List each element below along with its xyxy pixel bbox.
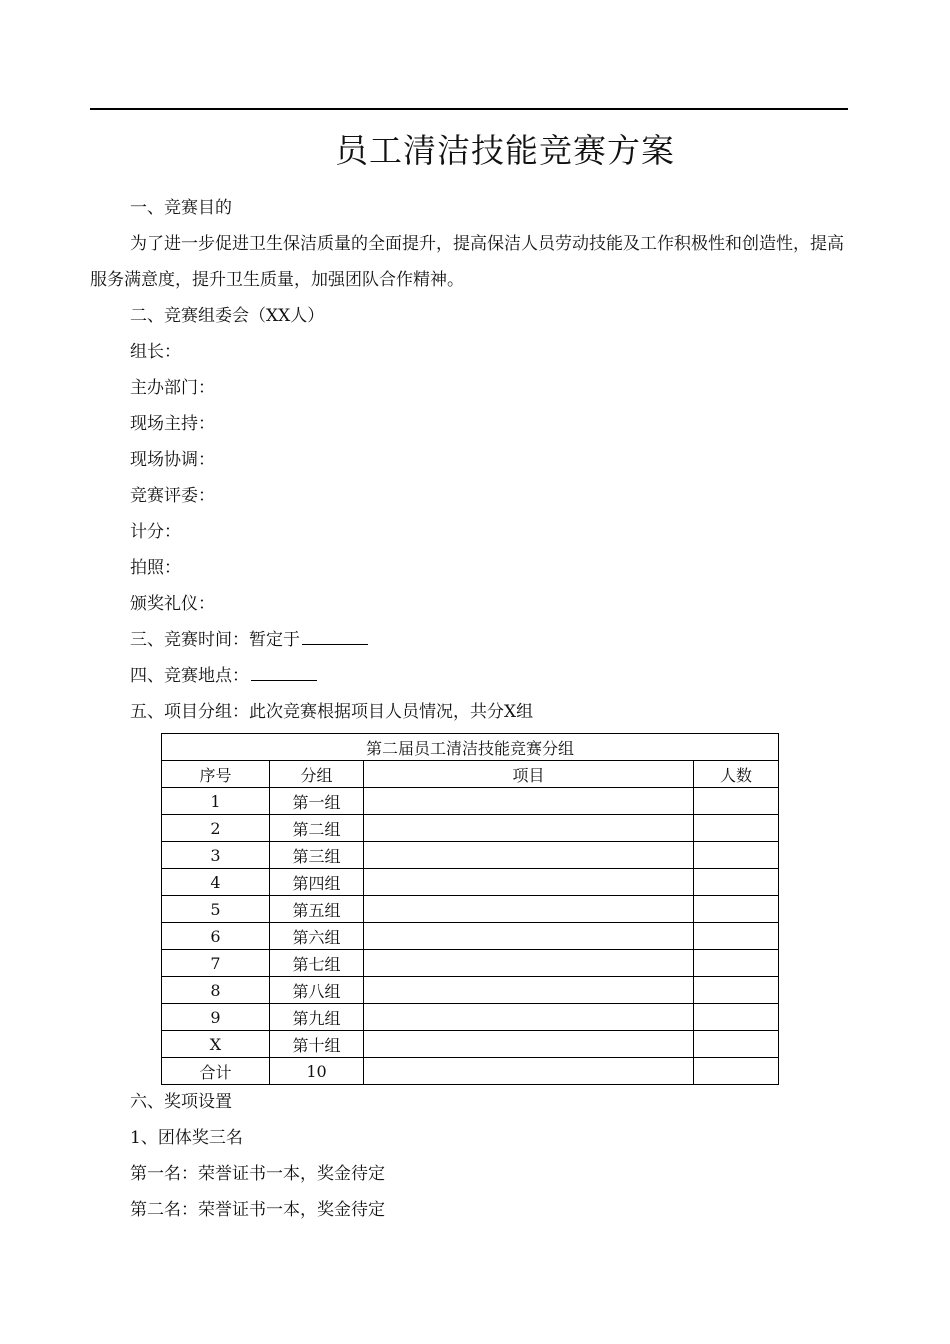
section-2-heading: 二、竞赛组委会（XX人）	[130, 306, 325, 326]
table-caption-row	[162, 734, 779, 761]
table-row	[162, 788, 779, 815]
cell-project	[364, 896, 694, 923]
table-row	[162, 977, 779, 1004]
cell-index: 2	[162, 815, 270, 842]
cell-index: 7	[162, 950, 270, 977]
table-row	[162, 896, 779, 923]
cell-index: 6	[162, 923, 270, 950]
cell-index: 3	[162, 842, 270, 869]
committee-scoring: 计分：	[130, 522, 181, 542]
cell-index: X	[162, 1031, 270, 1058]
cell-index: 9	[162, 1004, 270, 1031]
table-total-row	[162, 1058, 779, 1085]
cell-index: 1	[162, 788, 270, 815]
cell-project	[364, 815, 694, 842]
cell-group: 第四组	[270, 869, 364, 896]
section-5-heading: 五、项目分组：此次竞赛根据项目人员情况，共分X组	[130, 702, 534, 722]
section-3-line	[130, 628, 368, 652]
cell-group: 第十组	[270, 1031, 364, 1058]
total-label: 合计	[162, 1058, 270, 1085]
committee-coordinator: 现场协调：	[130, 450, 215, 470]
cell-group: 第五组	[270, 896, 364, 923]
cell-group: 第一组	[270, 788, 364, 815]
cell-index: 4	[162, 869, 270, 896]
committee-judges: 竞赛评委：	[130, 486, 215, 506]
cell-count	[694, 950, 779, 977]
header-group: 分组	[270, 761, 364, 788]
table-caption: 第二届员工清洁技能竞赛分组	[162, 734, 779, 761]
table-row	[162, 869, 779, 896]
cell-count	[694, 869, 779, 896]
cell-count	[694, 788, 779, 815]
cell-count	[694, 1031, 779, 1058]
header-rule	[90, 108, 848, 110]
table-header-row	[162, 761, 779, 788]
cell-index: 8	[162, 977, 270, 1004]
cell-project	[364, 977, 694, 1004]
award-second: 第二名：荣誉证书一本，奖金待定	[130, 1200, 385, 1220]
cell-count	[694, 923, 779, 950]
committee-leader: 组长：	[130, 342, 181, 362]
cell-count	[694, 977, 779, 1004]
table-row	[162, 1004, 779, 1031]
table-row	[162, 950, 779, 977]
committee-award-etiquette: 颁奖礼仪：	[130, 594, 215, 614]
section-1-body: 为了进一步促进卫生保洁质量的全面提升，提高保洁人员劳动技能及工作积极性和创造性，提高服务满意度，提升卫生质量，加强团队合作精神。	[90, 234, 844, 290]
cell-count	[694, 815, 779, 842]
total-project	[364, 1058, 694, 1085]
award-group-heading: 1、团体奖三名	[130, 1128, 243, 1148]
cell-group: 第二组	[270, 815, 364, 842]
section-1-heading: 一、竞赛目的	[130, 198, 232, 218]
table-row	[162, 815, 779, 842]
document-title: 员工清洁技能竞赛方案	[335, 131, 675, 170]
cell-group: 第九组	[270, 1004, 364, 1031]
cell-count	[694, 1004, 779, 1031]
header-count: 人数	[694, 761, 779, 788]
cell-count	[694, 842, 779, 869]
time-blank	[302, 628, 368, 645]
committee-host: 现场主持：	[130, 414, 215, 434]
cell-project	[364, 950, 694, 977]
header-project: 项目	[364, 761, 694, 788]
total-count	[694, 1058, 779, 1085]
section-3-heading: 三、竞赛时间：暂定于	[130, 630, 300, 650]
cell-project	[364, 1031, 694, 1058]
cell-project	[364, 869, 694, 896]
section-4-line	[130, 664, 317, 688]
table-row	[162, 1031, 779, 1058]
cell-project	[364, 842, 694, 869]
section-6-heading: 六、奖项设置	[130, 1092, 232, 1112]
committee-organizer: 主办部门：	[130, 378, 215, 398]
group-table	[161, 733, 779, 1085]
cell-index: 5	[162, 896, 270, 923]
cell-group: 第三组	[270, 842, 364, 869]
cell-project	[364, 788, 694, 815]
cell-group: 第七组	[270, 950, 364, 977]
committee-photo: 拍照：	[130, 558, 181, 578]
header-index: 序号	[162, 761, 270, 788]
section-4-heading: 四、竞赛地点：	[130, 666, 249, 686]
cell-project	[364, 923, 694, 950]
cell-project	[364, 1004, 694, 1031]
location-blank	[251, 664, 317, 681]
cell-group: 第六组	[270, 923, 364, 950]
cell-count	[694, 896, 779, 923]
cell-group: 第八组	[270, 977, 364, 1004]
table-row	[162, 842, 779, 869]
table-row	[162, 923, 779, 950]
award-first: 第一名：荣誉证书一本，奖金待定	[130, 1164, 385, 1184]
total-value: 10	[270, 1058, 364, 1085]
